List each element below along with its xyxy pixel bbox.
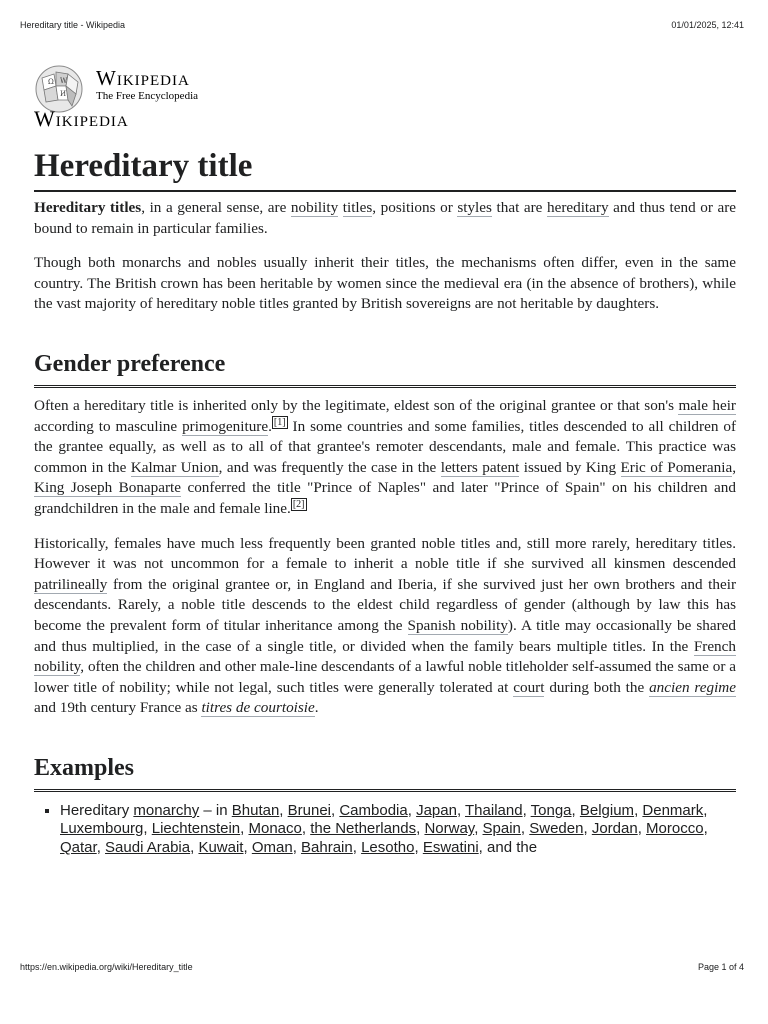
text-span: and thus tend or are bound to remain in particular families. (34, 199, 736, 237)
separator: , (474, 820, 483, 838)
print-page-number: Page 1 of 4 (697, 962, 744, 972)
print-datetime: 01/01/2025, 12:41 (671, 20, 744, 30)
svg-text:W: W (60, 77, 68, 85)
link-country-belgium[interactable]: Belgium (579, 801, 635, 819)
link-country-oman[interactable]: Oman (251, 838, 293, 856)
heading-gender-preference: Gender preference (34, 349, 736, 388)
separator: , (190, 838, 199, 856)
link-country-the-netherlands[interactable]: the Netherlands (310, 820, 417, 838)
text-span: and 19th century France as (34, 699, 202, 717)
link-patrilineally[interactable]: patrilineally (34, 575, 108, 593)
paragraph-gender-2 (34, 534, 736, 719)
text-span: during both the (544, 678, 650, 696)
separator: , (279, 801, 288, 819)
link-male-heir[interactable]: male heir (678, 396, 736, 414)
reference-1[interactable] (272, 416, 288, 429)
link-country-qatar[interactable]: Qatar (60, 838, 97, 856)
separator: , (637, 820, 647, 838)
text-span: Historically, females have much less frequently been granted noble titles and, still more rarely, hereditary titles. However it was not uncommon for a female to inherit a noble title if she survived all kinsmen descended (34, 534, 736, 573)
link-country-eswatini[interactable]: Eswatini (422, 838, 479, 856)
text-span: , and was frequently the case in the (218, 458, 441, 476)
link-titres-de-courtoisie[interactable]: titres de courtoisie (201, 699, 315, 717)
separator: , (243, 838, 252, 856)
text-span: . (314, 699, 319, 717)
text-span: Often a hereditary title is inherited only by the legitimate, eldest son of the original grantee or that son's (34, 396, 679, 414)
link-court[interactable]: court (513, 678, 545, 696)
print-footer (20, 962, 744, 972)
link-titles[interactable]: titles (342, 199, 373, 216)
paragraph-gender-1 (34, 396, 736, 520)
separator: , (240, 820, 249, 838)
link-country-cambodia[interactable]: Cambodia (339, 801, 408, 819)
text-span: conferred the title "Prince of Naples" and later "Prince of Spain" on his children and grandchildren in the male and female line. (34, 479, 736, 517)
text-span: that are (491, 199, 547, 216)
separator: , (456, 801, 466, 819)
print-doc-title: Hereditary title - Wikipedia (20, 20, 126, 30)
separator: , (634, 801, 643, 819)
page-title: Hereditary title (34, 140, 736, 192)
heading-examples: Examples (34, 753, 736, 792)
link-country-monaco[interactable]: Monaco (248, 820, 302, 838)
wikipedia-wordmark-secondary: Wikipedia (34, 106, 129, 131)
text-span: , and the (478, 838, 538, 856)
link-primogeniture[interactable]: primogeniture (182, 417, 269, 435)
intro-bold-term: Hereditary titles (34, 199, 142, 216)
separator: , (292, 838, 302, 856)
link-joseph-bonaparte[interactable]: King Joseph Bonaparte (34, 479, 182, 497)
link-country-bahrain[interactable]: Bahrain (301, 838, 353, 856)
svg-text:И: И (60, 90, 67, 98)
text-span: , in a general sense, are (141, 199, 291, 216)
reference-label: [1] (273, 416, 286, 428)
separator: , (703, 820, 708, 838)
separator: , (583, 820, 592, 838)
text-span: , often the children and other male-line descendants of a lawful noble titleholder self-assumed the same or a lower title of nobility; while not legal, such titles were generally tolerated at (34, 658, 736, 696)
link-country-bhutan[interactable]: Bhutan (231, 801, 280, 819)
link-country-saudi-arabia[interactable]: Saudi Arabia (105, 838, 191, 856)
link-french-nobility[interactable]: French nobility (34, 637, 736, 676)
intro-paragraph (34, 198, 736, 239)
text-span: Hereditary (60, 801, 134, 819)
separator: , (522, 801, 531, 819)
separator: , (571, 801, 580, 819)
separator: , (703, 801, 708, 819)
separator: , (96, 838, 106, 856)
print-header (20, 20, 744, 30)
text-span: ). A title may occasionally be shared and thus multiplied, in the case of a single title, or divided when the family bears multiple titles. In the (34, 616, 737, 655)
separator: , (352, 838, 362, 856)
text-span: . (268, 417, 272, 435)
separator: , (407, 801, 417, 819)
separator: , (301, 820, 311, 838)
link-country-kuwait[interactable]: Kuwait (198, 838, 244, 856)
link-monarchy[interactable]: monarchy (133, 801, 200, 819)
text-span: from the original grantee or, in England and Iberia, if she survived just her own brothers and their descendants. Rarely, a noble title descends to the eldest child regardless of gender (although by law this has become the prevalent form of titular inheritance among the (34, 575, 736, 634)
text-span: according to masculine (34, 417, 183, 435)
separator: , (414, 838, 423, 856)
link-country-jordan[interactable]: Jordan (591, 820, 638, 838)
examples-list (34, 802, 736, 858)
list-item (60, 802, 736, 858)
link-hereditary[interactable]: hereditary (546, 199, 609, 216)
link-country-spain[interactable]: Spain (482, 820, 521, 838)
link-country-brunei[interactable]: Brunei (287, 801, 331, 819)
wikipedia-tagline: The Free Encyclopedia (96, 90, 199, 102)
separator: , (331, 801, 340, 819)
link-kalmar-union[interactable]: Kalmar Union (130, 458, 219, 476)
link-eric-of-pomerania[interactable]: Eric of Pomerania (620, 458, 733, 476)
article-content (34, 140, 736, 857)
link-country-lesotho[interactable]: Lesotho (361, 838, 415, 856)
link-country-liechtenstein[interactable]: Liechtenstein (151, 820, 241, 838)
separator: , (143, 820, 152, 838)
link-styles[interactable]: styles (457, 199, 492, 216)
link-nobility[interactable]: nobility (290, 199, 339, 216)
link-country-tonga[interactable]: Tonga (530, 801, 572, 819)
separator: , (520, 820, 530, 838)
text-span: , positions or (372, 199, 458, 216)
link-country-morocco[interactable]: Morocco (646, 820, 704, 838)
text-span: , (732, 458, 736, 476)
link-country-denmark[interactable]: Denmark (642, 801, 704, 819)
text-span: issued by King (519, 458, 621, 476)
svg-text:Ω: Ω (48, 78, 54, 86)
link-country-sweden[interactable]: Sweden (529, 820, 584, 838)
separator: , (416, 820, 425, 838)
text-span: – in (199, 801, 232, 819)
link-letters-patent[interactable]: letters patent (440, 458, 520, 476)
link-ancien-regime[interactable]: ancien regime (649, 678, 737, 696)
link-country-thailand[interactable]: Thailand (465, 801, 523, 819)
wikipedia-wordmark: Wikipedia (96, 66, 190, 90)
text-span: In some countries and some families, titles descended to all children of the grantee equally, as well as to all of that grantee's remoter descendants, male and female. This practice was common in the (34, 417, 736, 476)
link-spanish-nobility[interactable]: Spanish nobility (407, 616, 508, 634)
link-country-japan[interactable]: Japan (416, 801, 457, 819)
link-country-norway[interactable]: Norway (424, 820, 475, 838)
paragraph-mechanisms: Though both monarchs and nobles usually inherit their titles, the mechanisms often differ, even in the same country. The British crown has been heritable by women since the medieval era (in the absence of brothers), while the vast majority of hereditary noble titles granted by British sovereigns are not heritable by daughters. (34, 254, 736, 313)
link-country-luxembourg[interactable]: Luxembourg (60, 820, 144, 838)
reference-label: [2] (292, 498, 305, 510)
print-url: https://en.wikipedia.org/wiki/Hereditary_title (20, 962, 193, 972)
reference-2[interactable] (291, 498, 307, 511)
